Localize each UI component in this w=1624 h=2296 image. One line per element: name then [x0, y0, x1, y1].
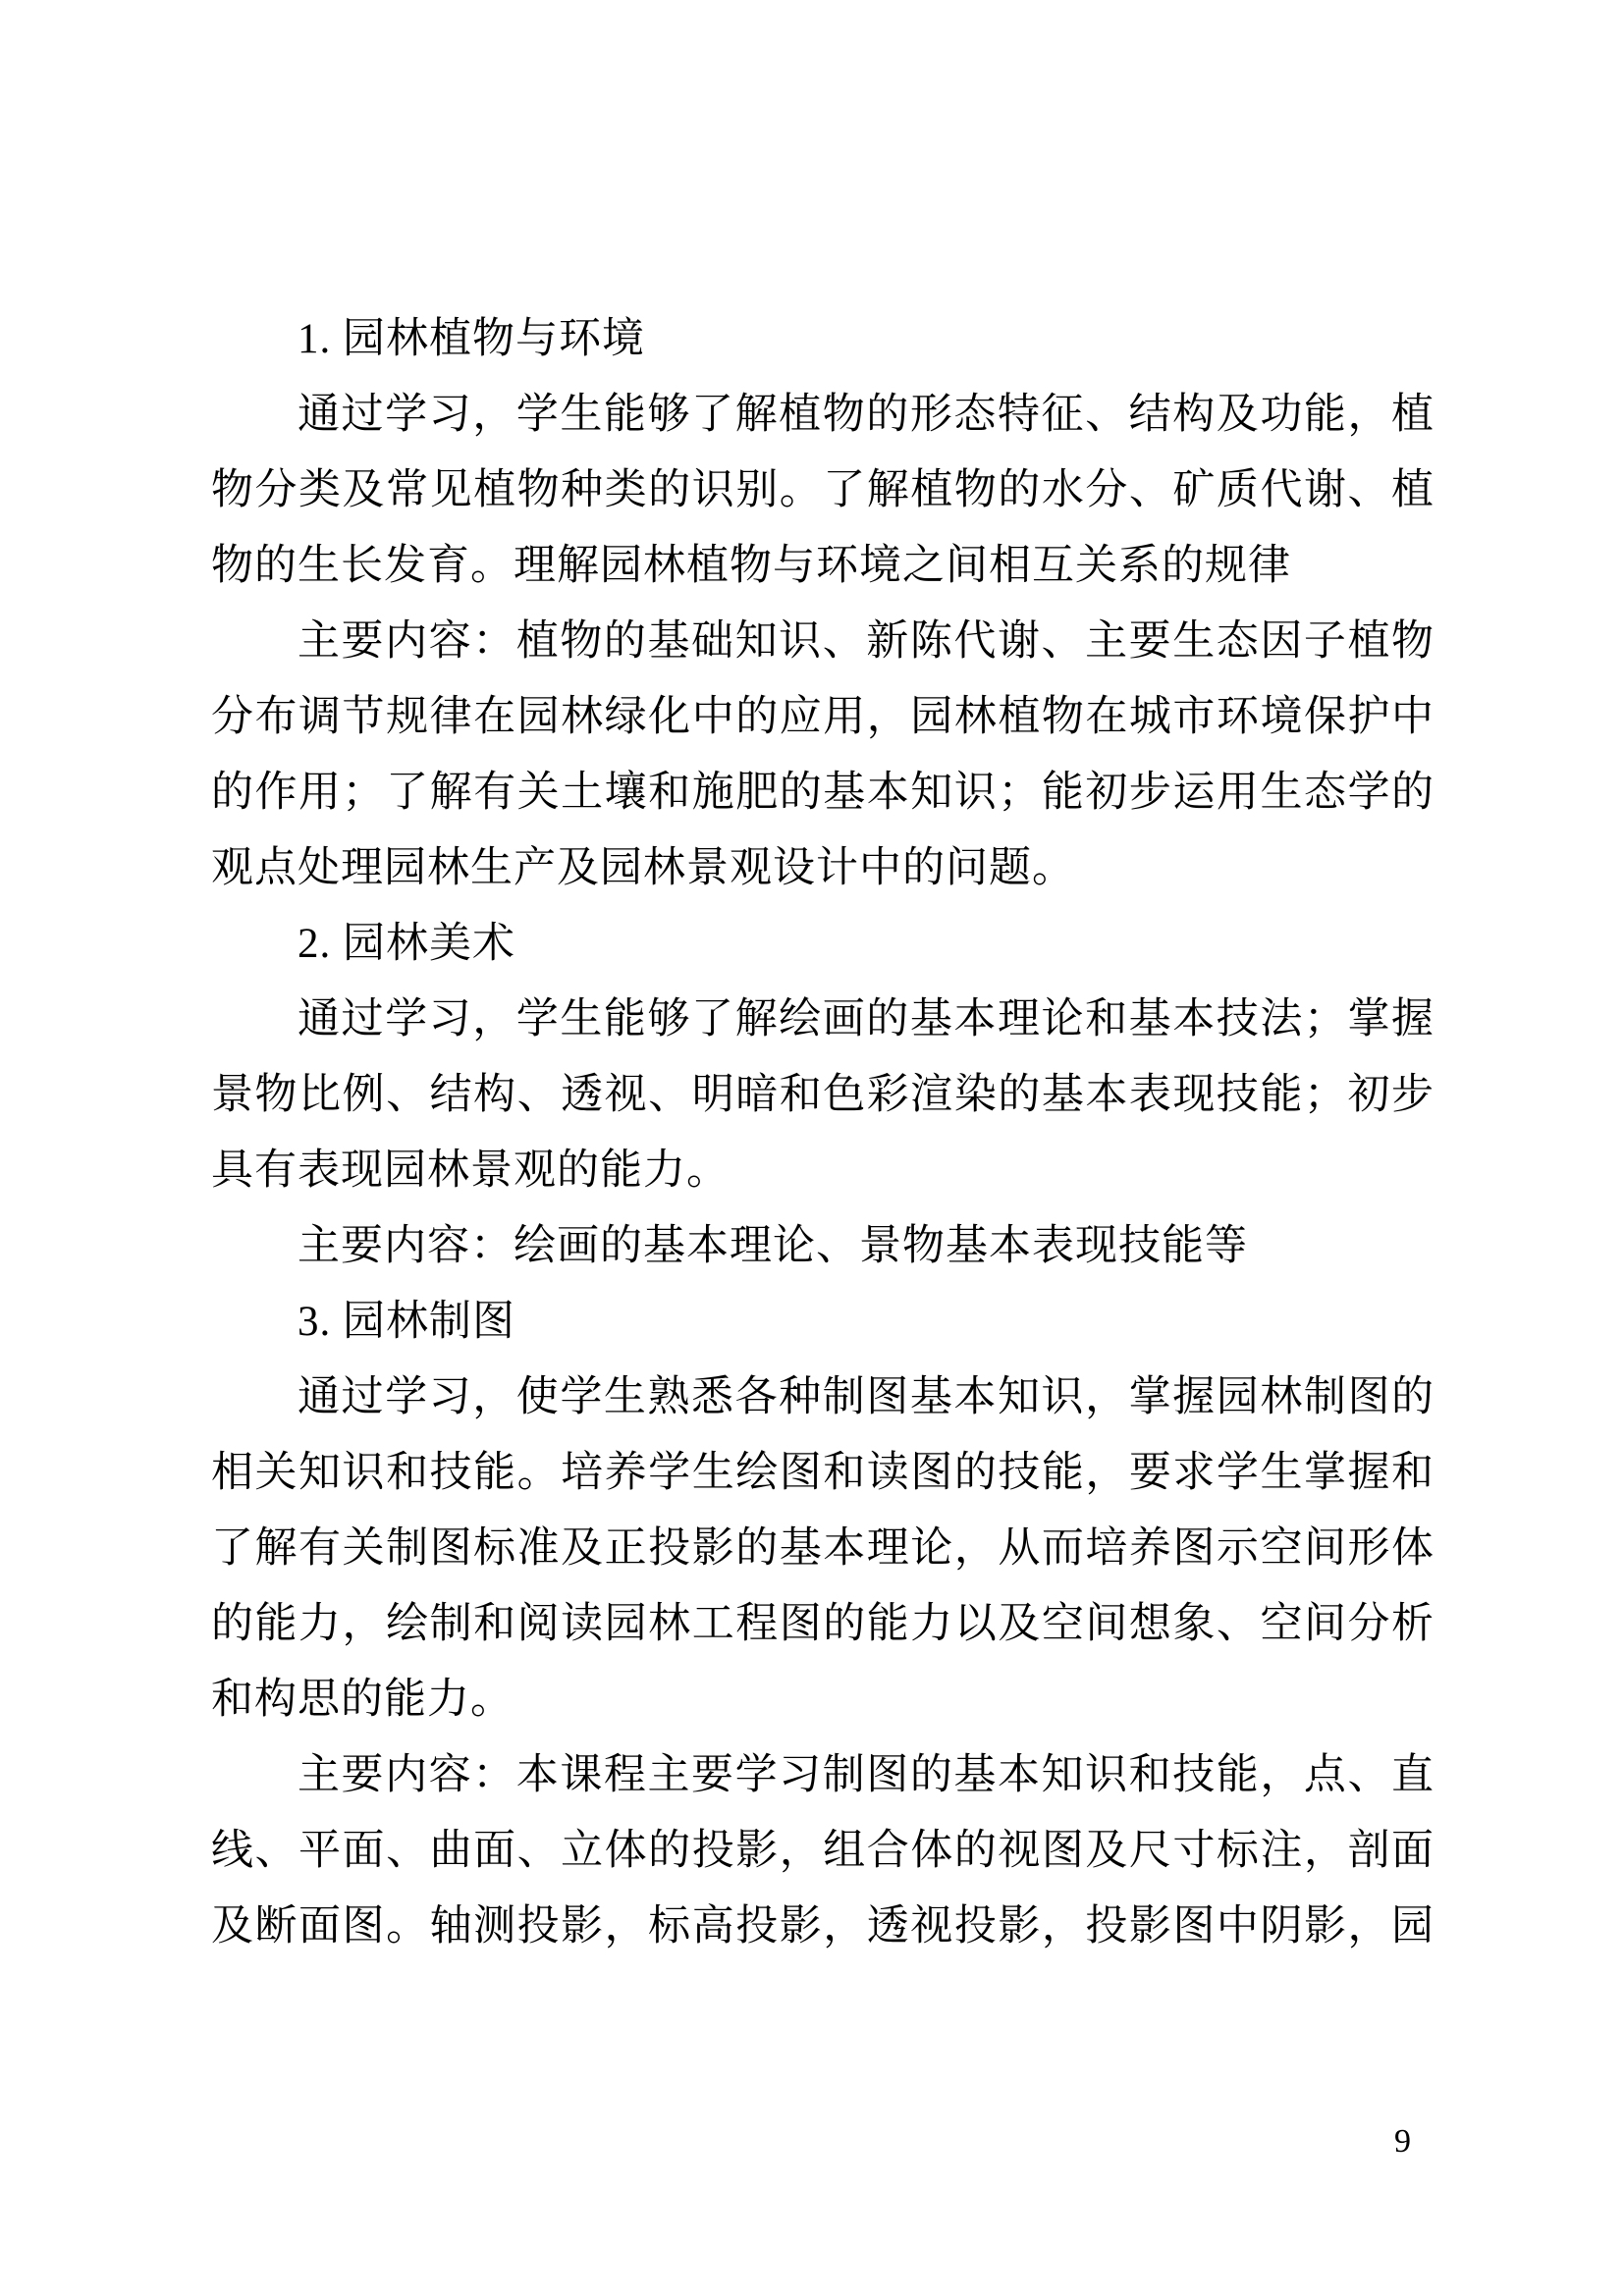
text-line: 物分类及常见植物种类的识别。了解植物的水分、矿质代谢、植 [211, 467, 1434, 513]
text-line: 主要内容：本课程主要学习制图的基本知识和技能，点、直 [298, 1752, 1434, 1798]
text-line: 和构思的能力。 [211, 1677, 514, 1723]
text-line: 及断面图。轴测投影，标高投影，透视投影，投影图中阴影，园 [211, 1903, 1434, 1949]
text-line: 1. 园林植物与环境 [298, 316, 645, 362]
text-line: 主要内容：绘画的基本理论、景物基本表现技能等 [298, 1223, 1248, 1269]
text-line: 通过学习，学生能够了解植物的形态特征、结构及功能，植 [298, 392, 1434, 438]
text-line: 通过学习，学生能够了解绘画的基本理论和基本技法；掌握 [298, 996, 1434, 1042]
text-line: 2. 园林美术 [298, 921, 515, 967]
text-line: 相关知识和技能。培养学生绘图和读图的技能，要求学生掌握和 [211, 1450, 1434, 1496]
text-line: 的作用；了解有关土壤和施肥的基本知识；能初步运用生态学的 [211, 770, 1434, 816]
text-line: 景物比例、结构、透视、明暗和色彩渲染的基本表现技能；初步 [211, 1072, 1434, 1118]
text-line: 物的生长发育。理解园林植物与环境之间相互关系的规律 [211, 543, 1291, 589]
text-line: 观点处理园林生产及园林景观设计中的问题。 [211, 845, 1075, 891]
text-line: 线、平面、曲面、立体的投影，组合体的视图及尺寸标注，剖面 [211, 1828, 1434, 1874]
text-block [211, 301, 1434, 1964]
text-line: 的能力，绘制和阅读园林工程图的能力以及空间想象、空间分析 [211, 1601, 1434, 1647]
text-line: 主要内容：植物的基础知识、新陈代谢、主要生态因子植物 [298, 618, 1434, 665]
text-line: 通过学习，使学生熟悉各种制图基本知识，掌握园林制图的 [298, 1374, 1434, 1420]
page-number: 9 [1394, 2123, 1411, 2160]
text-line: 具有表现园林景观的能力。 [211, 1148, 730, 1194]
text-line: 了解有关制图标准及正投影的基本理论，从而培养图示空间形体 [211, 1525, 1434, 1572]
text-line: 分布调节规律在园林绿化中的应用，园林植物在城市环境保护中 [211, 694, 1434, 740]
text-line: 3. 园林制图 [298, 1299, 515, 1345]
